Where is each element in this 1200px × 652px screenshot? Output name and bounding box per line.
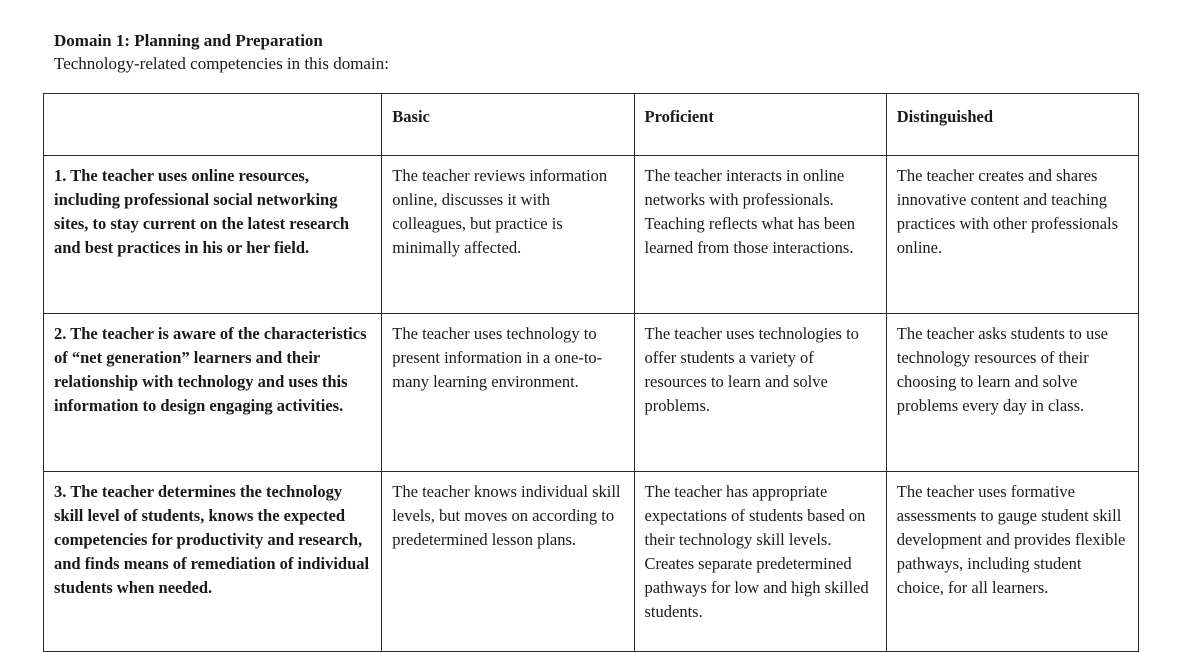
competency-text: 1. The teacher uses online resources, including professional social networking sites, to stay current on the latest research and best practices in his or her field. xyxy=(54,166,350,257)
distinguished-cell xyxy=(886,314,1138,472)
competency-cell xyxy=(44,156,382,314)
table-header-row xyxy=(44,94,1139,156)
basic-cell xyxy=(382,472,634,652)
table-row xyxy=(44,156,1139,314)
basic-text: The teacher uses technology to present information in a one-to-many learning environment. xyxy=(392,324,603,391)
table-row xyxy=(44,314,1139,472)
domain-heading: Domain 1: Planning and Preparation xyxy=(54,31,323,50)
proficient-cell xyxy=(634,156,886,314)
header-proficient: Proficient xyxy=(634,94,886,156)
competency-cell xyxy=(44,472,382,652)
distinguished-text: The teacher creates and shares innovative content and teaching practices with other professionals online. xyxy=(896,166,1119,257)
rubric-table xyxy=(43,93,1139,652)
distinguished-text: The teacher uses formative assessments to gauge student skill development and provides flexible pathways, including student choice, for all learners. xyxy=(896,482,1126,597)
header-distinguished: Distinguished xyxy=(886,94,1138,156)
table-row xyxy=(44,472,1139,652)
distinguished-cell xyxy=(886,156,1138,314)
proficient-cell xyxy=(634,472,886,652)
basic-text: The teacher reviews information online, discusses it with colleagues, but practice is minimally affected. xyxy=(392,166,608,257)
basic-text: The teacher knows individual skill levels, but moves on according to predetermined lesson plans. xyxy=(392,482,621,549)
proficient-text: The teacher uses technologies to offer students a variety of resources to learn and solve problems. xyxy=(644,324,859,415)
basic-cell xyxy=(382,314,634,472)
proficient-text: The teacher has appropriate expectations of students based on their technology skill levels. Creates separate predetermined pathways for low and high skilled students. xyxy=(644,482,869,621)
competency-text: 2. The teacher is aware of the characteristics of “net generation” learners and their relationship with technology and uses this information to design engaging activities. xyxy=(54,324,367,415)
header-basic: Basic xyxy=(382,94,634,156)
domain-subheading: Technology-related competencies in this domain: xyxy=(54,54,389,73)
distinguished-cell xyxy=(886,472,1138,652)
header-corner-cell xyxy=(44,94,382,156)
competency-cell xyxy=(44,314,382,472)
basic-cell xyxy=(382,156,634,314)
proficient-cell xyxy=(634,314,886,472)
competency-text: 3. The teacher determines the technology skill level of students, knows the expected competencies for productivity and research, and finds means of remediation of individual students when needed. xyxy=(54,482,370,597)
distinguished-text: The teacher asks students to use technology resources of their choosing to learn and solve problems every day in class. xyxy=(896,324,1108,415)
proficient-text: The teacher interacts in online networks with professionals. Teaching reflects what has been learned from those interactions. xyxy=(644,166,856,257)
